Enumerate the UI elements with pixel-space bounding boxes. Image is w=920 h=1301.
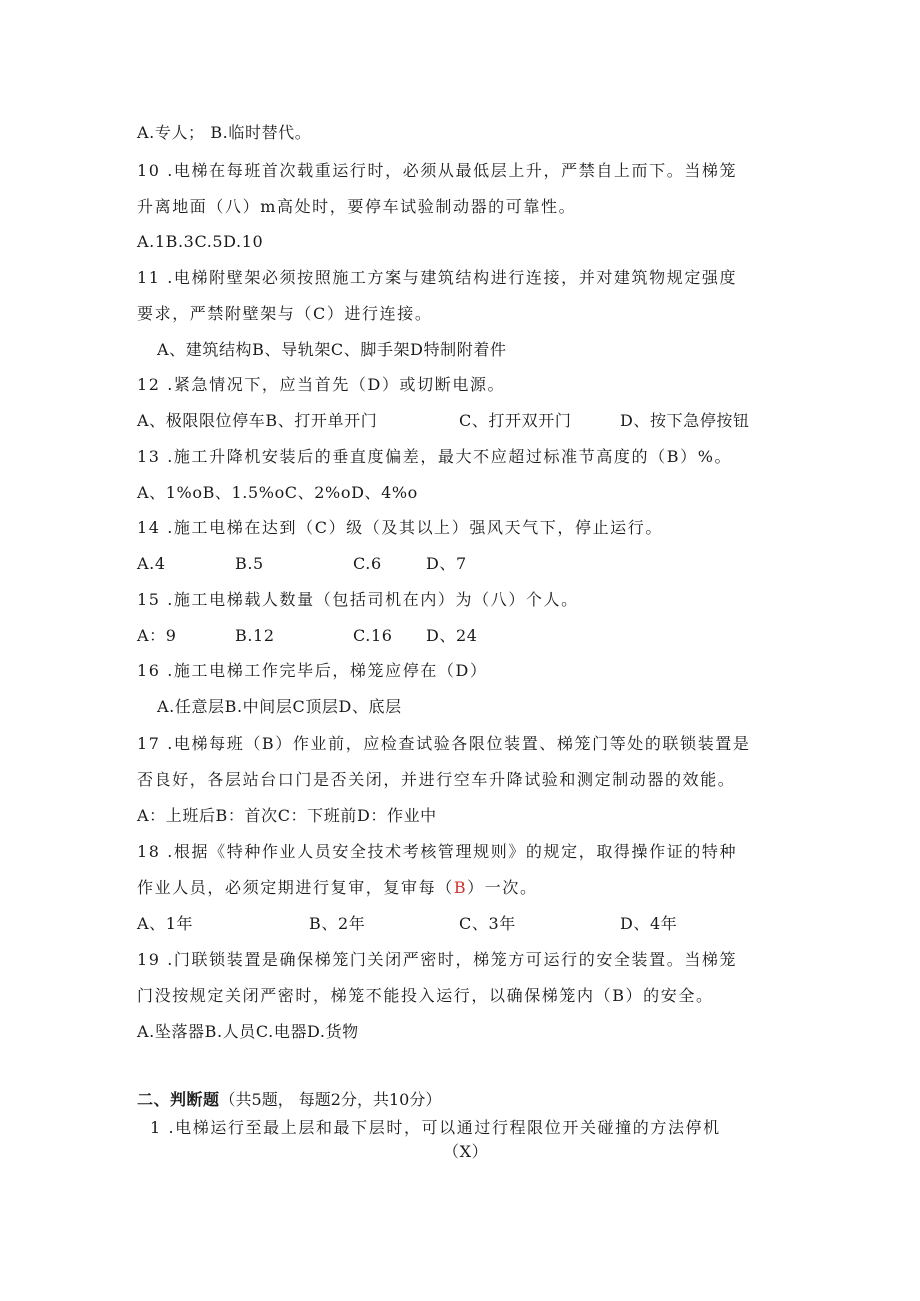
q18-option-d: D、4年 xyxy=(620,914,678,933)
q17-text-line1: 17 .电梯每班（B）作业前，应检查试验各限位装置、梯笼门等处的联锁装置是 xyxy=(137,734,751,753)
q14-text: 14 .施工电梯在达到（C）级（及其以上）强风天气下，停止运行。 xyxy=(137,518,663,537)
section-2-heading xyxy=(137,1089,441,1111)
q19-text-line1: 19 .门联锁装置是确保梯笼门关闭严密时，梯笼方可运行的安全装置。当梯笼 xyxy=(137,950,738,969)
section-2-title: 二、判断题 xyxy=(137,1090,220,1109)
q19-options: A.坠落器B.人员C.电器D.货物 xyxy=(137,1022,359,1041)
q12-option-c: C、打开双开门 xyxy=(459,411,572,430)
q13-text: 13 .施工升降机安装后的垂直度偏差，最大不应超过标准节高度的（B）%。 xyxy=(137,447,733,466)
q14-option-d: D、7 xyxy=(426,554,467,573)
q15-option-d: D、24 xyxy=(426,626,478,645)
q10-options: A.1B.3C.5D.10 xyxy=(137,232,264,251)
q12-option-d: D、按下急停按钮 xyxy=(620,411,750,430)
q17-options: A：上班后B：首次C：下班前D：作业中 xyxy=(137,806,437,825)
q12-option-ab: A、极限限位停车B、打开单开门 xyxy=(137,411,378,430)
q14-option-c: C.6 xyxy=(353,554,382,573)
q18-option-a: A、1年 xyxy=(137,914,194,933)
q13-options: A、1%oB、1.5%oC、2%oD、4%o xyxy=(137,483,418,502)
q15-option-a: A：9 xyxy=(137,626,177,645)
section-2-subtitle: （共5题， 每题2分，共10分） xyxy=(219,1090,442,1109)
q12-text: 12 .紧急情况下，应当首先（D）或切断电源。 xyxy=(137,375,506,394)
q18-text-line1: 18 .根据《特种作业人员安全技术考核管理规则》的规定，取得操作证的特种 xyxy=(137,842,738,861)
j1-text: 1 .电梯运行至最上层和最下层时，可以通过行程限位开关碰撞的方法停机 xyxy=(150,1118,721,1137)
q9-options: A.专人； B.临时替代。 xyxy=(137,123,312,142)
q10-text-line1: 10 .电梯在每班首次载重运行时，必须从最低层上升，严禁自上而下。当梯笼 xyxy=(137,161,738,180)
q15-option-c: C.16 xyxy=(353,626,393,645)
q16-text: 16 .施工电梯工作完毕后，梯笼应停在（D） xyxy=(137,661,488,680)
q18-option-c: C、3年 xyxy=(459,914,516,933)
q18-text-line2 xyxy=(137,877,538,899)
q15-option-b: B.12 xyxy=(235,626,275,645)
q14-option-a: A.4 xyxy=(137,554,166,573)
q18-text-pre: 作业人员，必须定期进行复审，复审每（ xyxy=(137,878,454,897)
q11-options: A、建筑结构B、导轨架C、脚手架D特制附着件 xyxy=(157,340,507,359)
q10-text-line2: 升离地面（八）m高处时，要停车试验制动器的可靠性。 xyxy=(137,197,577,216)
q17-text-line2: 否良好，各层站台口门是否关闭，并进行空车升降试验和测定制动器的效能。 xyxy=(137,770,736,789)
q18-text-post: ）一次。 xyxy=(467,878,538,897)
q18-answer-highlight: B xyxy=(453,878,468,897)
q16-options: A.任意层B.中间层C顶层D、底层 xyxy=(157,697,402,716)
q18-option-b: B、2年 xyxy=(309,914,366,933)
q11-text-line1: 11 .电梯附壁架必须按照施工方案与建筑结构进行连接，并对建筑物规定强度 xyxy=(137,268,738,287)
q14-option-b: B.5 xyxy=(235,554,264,573)
q15-text: 15 .施工电梯载人数量（包括司机在内）为（八）个人。 xyxy=(137,590,579,609)
j1-answer: （X） xyxy=(443,1142,489,1161)
q11-text-line2: 要求，严禁附壁架与（C）进行连接。 xyxy=(137,304,433,323)
q19-text-line2: 门没按规定关闭严密时，梯笼不能投入运行，以确保梯笼内（B）的安全。 xyxy=(137,986,714,1005)
